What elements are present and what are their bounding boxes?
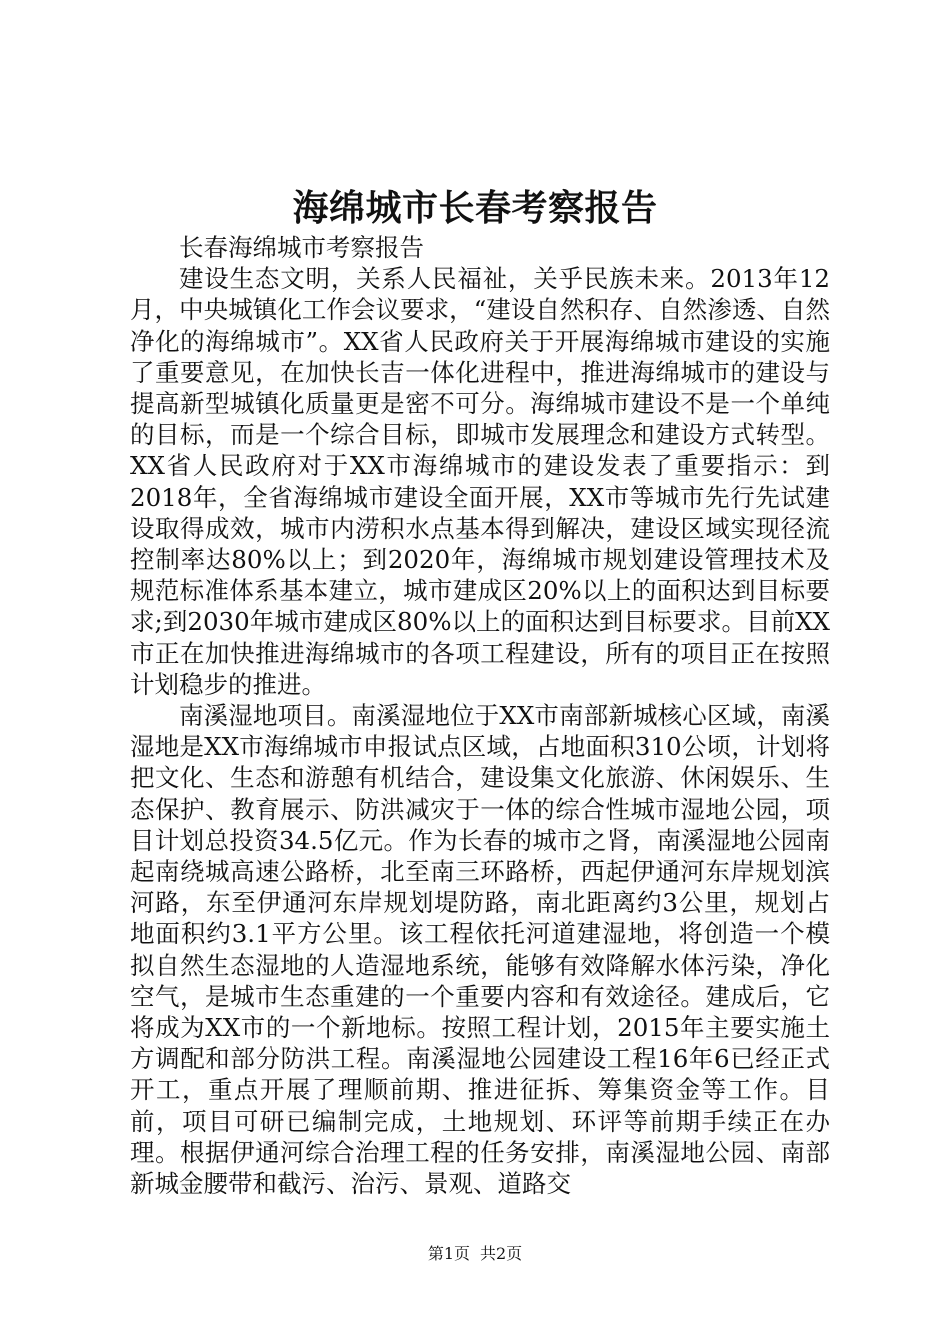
document-title: 海绵城市长春考察报告 <box>292 187 658 229</box>
nanxi-wetland-paragraph: 南溪湿地项目。南溪湿地位于XX市南部新城核心区域，南溪湿地是XX市海绵城市申报试点区域，占地面积310公顷，计划将把文化、生态和游憩有机结合，建设集文化旅游、休闲娱乐、生态保护、教育展示、防洪减灾于一体的综合性城市湿地公园，项目计划总投资34.5亿元。作为长春的城市之肾，南溪湿地公园南起南绕城高速公路桥，北至南三环路桥，西起伊通河东岸规划滨河路，东至伊通河东岸规划堤防路，南北距离约3公里，规划占地面积约3.1平方公里。该工程依托河道建湿地，将创造一个模拟自然生态湿地的人造湿地系统，能够有效降解水体污染，净化空气，是城市生态重建的一个重要内容和有效途径。建成后，它将成为XX市的一个新地标。按照工程计划，2015年主要实施土方调配和部分防洪工程。南溪湿地公园建设工程16年6已经正式开工，重点开展了理顺前期、推进征拆、筹集资金等工作。目前，项目可研已编制完成，土地规划、环评等前期手续正在办理。根据伊通河综合治理工程的任务安排，南溪湿地公园、南部新城金腰带和截污、治污、景观、道路交 <box>130 701 830 1199</box>
page-number-current: 第1页 <box>427 1244 470 1263</box>
intro-paragraph: 建设生态文明，关系人民福祉，关乎民族未来。2013年12月，中央城镇化工作会议要求，“建设自然积存、自然渗透、自然净化的海绵城市”。XX省人民政府关于开展海绵城市建设的实施了重要意见，在加快长吉一体化进程中，推进海绵城市的建设与提高新型城镇化质量更是密不可分。海绵城市建设不是一个单纯的目标，而是一个综合目标，即城市发展理念和建设方式转型。XX省人民政府对于XX市海绵城市的建设发表了重要指示：到2018年，全省海绵城市建设全面开展，XX市等城市先行先试建设取得成效，城市内涝积水点基本得到解决，建设区域实现径流控制率达80%以上；到2020年，海绵城市规划建设管理技术及规范标准体系基本建立，城市建成区20%以上的面积达到目标要求;到2030年城市建成区80%以上的面积达到目标要求。目前XX市正在加快推进海绵城市的各项工程建设，所有的项目正在按照计划稳步的推进。 <box>130 264 830 699</box>
page-number-total: 共2页 <box>480 1244 523 1263</box>
document-body <box>130 232 830 1199</box>
page-footer <box>0 1243 950 1265</box>
subtitle-paragraph: 长春海绵城市考察报告 <box>179 233 424 262</box>
